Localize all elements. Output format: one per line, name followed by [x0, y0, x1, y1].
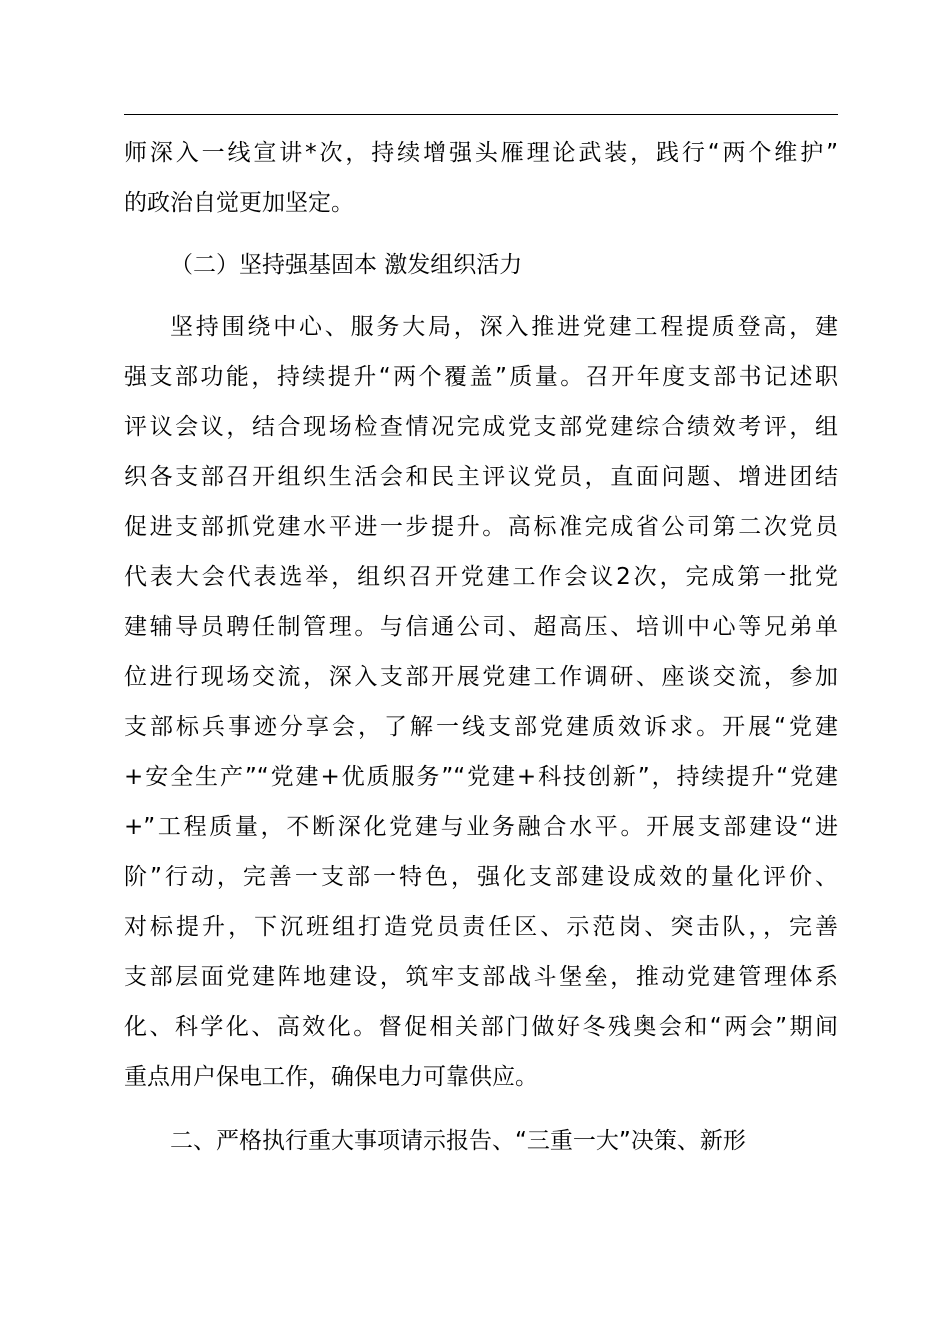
- section-heading: （二）坚持强基固本 激发组织活力: [170, 252, 523, 278]
- paragraph-line: 位进行现场交流，深入支部开展党建工作调研、座谈交流，参加: [124, 664, 838, 690]
- paragraph-line: 支部层面党建阵地建设，筑牢支部战斗堡垒，推动党建管理体系: [124, 964, 838, 990]
- paragraph-line: 阶”行动，完善一支部一特色，强化支部建设成效的量化评价、: [124, 864, 838, 890]
- continued-paragraph: [124, 128, 838, 228]
- paragraph-line: 评议会议，结合现场检查情况完成党支部党建综合绩效考评，组: [124, 414, 838, 440]
- paragraph-line: 师深入一线宣讲*次，持续增强头雁理论武装，践行“两个维护”: [124, 140, 838, 166]
- paragraph-line: 建辅导员聘任制管理。与信通公司、超高压、培训中心等兄弟单: [124, 614, 838, 640]
- paragraph-line: 的政治自觉更加坚定。: [124, 190, 354, 216]
- paragraph-line: 支部标兵事迹分享会，了解一线支部党建质效诉求。开展“党建: [124, 714, 838, 740]
- paragraph-line: 对标提升，下沉班组打造党员责任区、示范岗、突击队，，完善: [124, 914, 838, 940]
- paragraph-line: 代表大会代表选举，组织召开党建工作会议2次，完成第一批党: [124, 564, 838, 590]
- paragraph-line: 重点用户保电工作，确保电力可靠供应。: [124, 1064, 538, 1090]
- next-section-heading: 二、严格执行重大事项请示报告、“三重一大”决策、新形: [170, 1128, 746, 1154]
- paragraph-line: +安全生产”“党建+优质服务”“党建+科技创新”，持续提升“党建: [124, 764, 838, 790]
- paragraph-line: 强支部功能，持续提升“两个覆盖”质量。召开年度支部书记述职: [124, 364, 838, 390]
- paragraph-line: 坚持围绕中心、服务大局，深入推进党建工程提质登高，建: [170, 314, 838, 340]
- paragraph-line: 促进支部抓党建水平进一步提升。高标准完成省公司第二次党员: [124, 514, 838, 540]
- paragraph-line: +”工程质量，不断深化党建与业务融合水平。开展支部建设“进: [124, 814, 838, 840]
- header-rule: [124, 114, 838, 115]
- paragraph-line: 织各支部召开组织生活会和民主评议党员，直面问题、增进团结: [124, 464, 838, 490]
- main-paragraph: [124, 302, 838, 1102]
- document-page: [124, 128, 838, 1166]
- paragraph-line: 化、科学化、高效化。督促相关部门做好冬残奥会和“两会”期间: [124, 1014, 838, 1040]
